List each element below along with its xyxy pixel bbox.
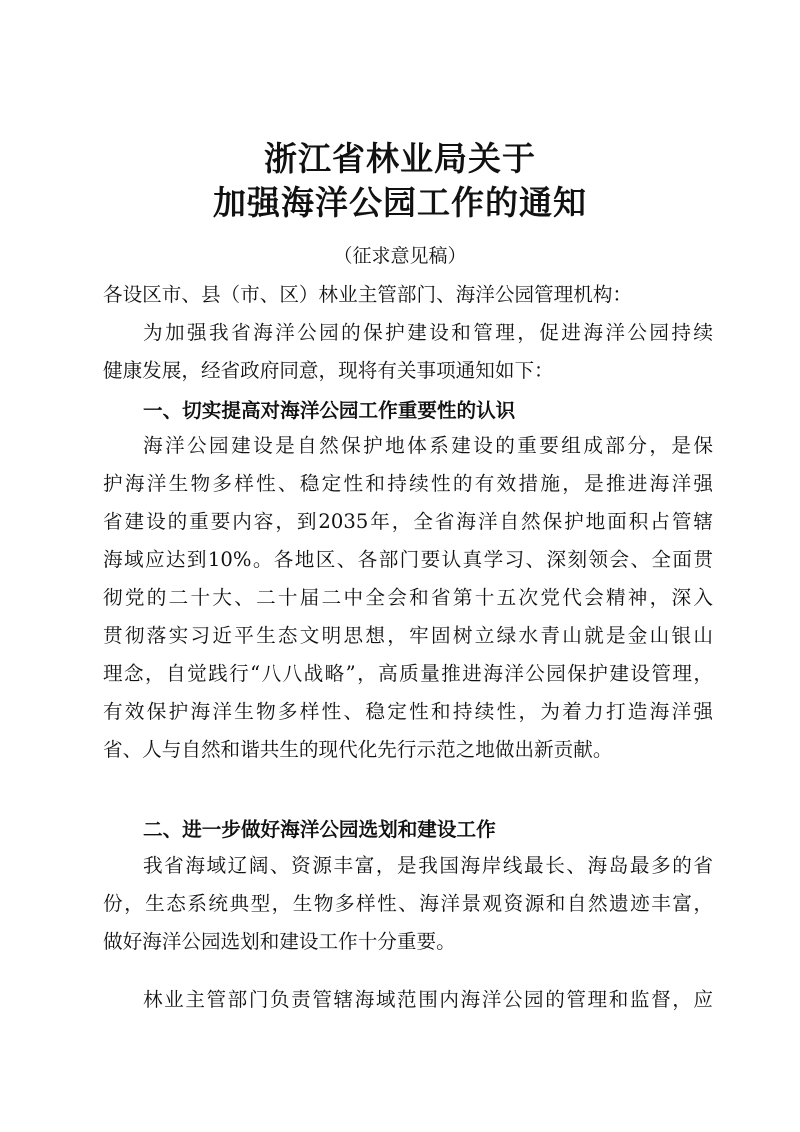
section-1-paragraph-line: 海洋公园建设是自然保护地体系建设的重要组成部分，是保 (143, 434, 713, 457)
section-2-paragraph-line: 我省海域辽阔、资源丰富，是我国海岸线最长、海岛最多的省 (143, 854, 713, 877)
document-title-line-1: 浙江省林业局关于 (264, 139, 536, 178)
intro-line: 为加强我省海洋公园的保护建设和管理，促进海洋公园持续 (143, 321, 713, 344)
section-1-paragraph-line: 省建设的重要内容，到2035年，全省海洋自然保护地面积占管辖 (103, 510, 713, 533)
section-2-paragraph-line: 份，生态系统典型，生物多样性、海洋景观资源和自然遗迹丰富， (103, 892, 713, 915)
section-1-paragraph-line: 省、人与自然和谐共生的现代化先行示范之地做出新贡献。 (103, 738, 613, 761)
document-title-line-2: 加强海洋公园工作的通知 (213, 183, 587, 222)
section-1-paragraph-line: 彻党的二十大、二十届二中全会和省第十五次党代会精神，深入 (103, 586, 713, 609)
section-2-paragraph-line: 林业主管部门负责管辖海域范围内海洋公园的管理和监督，应 (143, 988, 713, 1011)
section-1-paragraph-line: 有效保护海洋生物多样性、稳定性和持续性，为着力打造海洋强 (103, 700, 713, 723)
section-1-paragraph-line: 理念，自觉践行“八八战略”，高质量推进海洋公园保护建设管理， (103, 662, 713, 685)
section-1-paragraph-line: 贯彻落实习近平生态文明思想，牢固树立绿水青山就是金山银山 (103, 624, 713, 647)
section-1-paragraph-line: 海域应达到10%。各地区、各部门要认真学习、深刻领会、全面贯 (103, 548, 713, 571)
section-1-paragraph-line: 护海洋生物多样性、稳定性和持续性的有效措施，是推进海洋强 (103, 472, 713, 495)
draft-subtitle: （征求意见稿） (333, 245, 467, 267)
addressee-line: 各设区市、县（市、区）林业主管部门、海洋公园管理机构： (103, 283, 633, 306)
section-2-paragraph-line: 做好海洋公园选划和建设工作十分重要。 (103, 930, 456, 953)
section-1-heading: 一、切实提高对海洋公园工作重要性的认识 (143, 399, 516, 422)
intro-line: 健康发展，经省政府同意，现将有关事项通知如下： (103, 359, 554, 382)
section-2-heading: 二、进一步做好海洋公园选划和建设工作 (143, 818, 496, 841)
